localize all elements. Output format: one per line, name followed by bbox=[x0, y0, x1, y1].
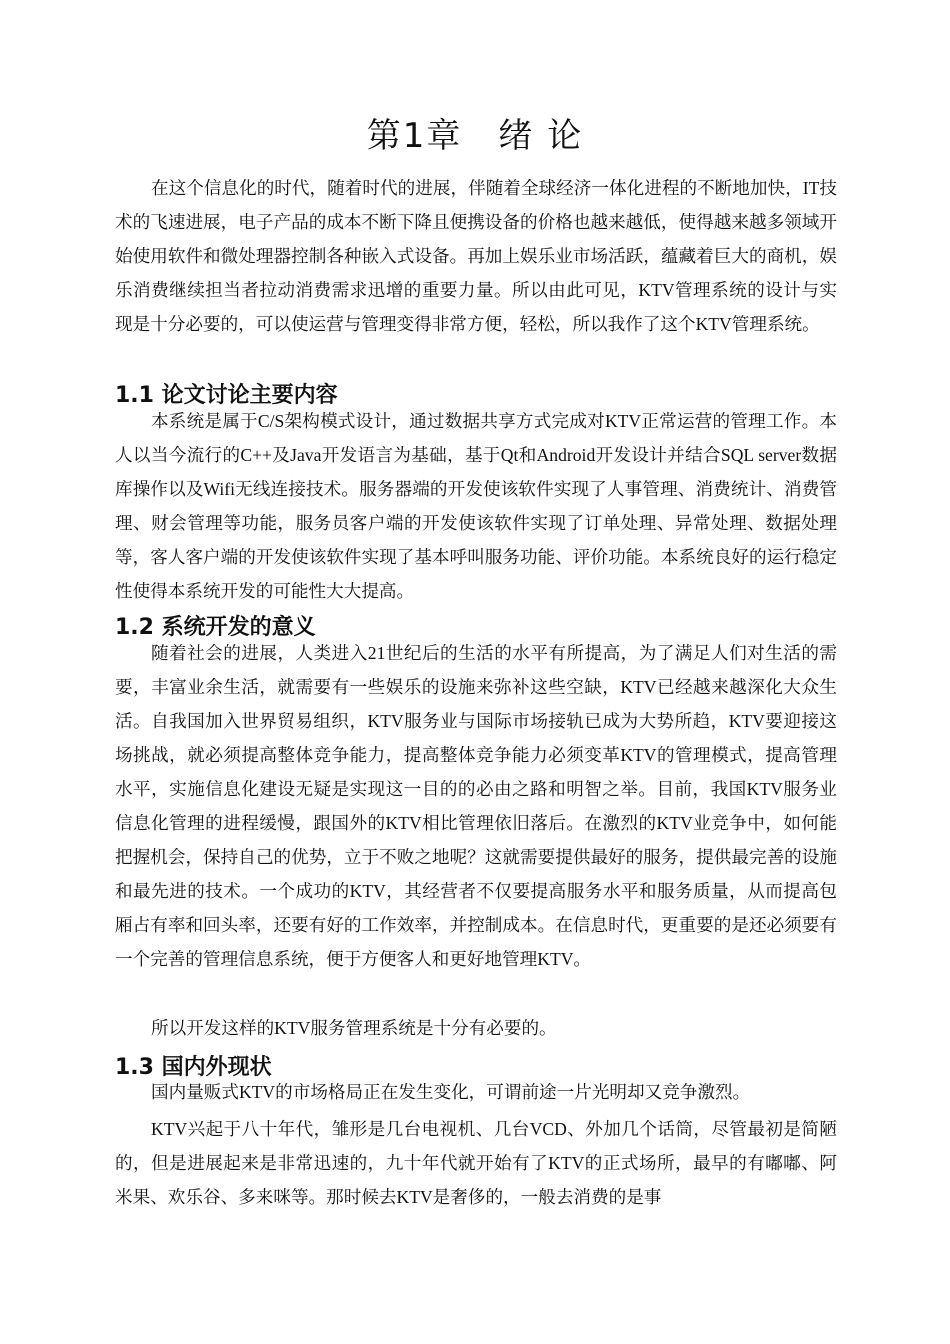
section-heading-1-3: 1.3 国内外现状 bbox=[115, 1055, 272, 1080]
section-1-1-paragraph: 本系统是属于C/S架构模式设计，通过数据共享方式完成对KTV正常运营的管理工作。本人以当今流行的C++及Java开发语言为基础，基于Qt和Android开发设计并结合SQL server数据库操作以及Wifi无线连接技术。服务器端的开发使该软件实现了人事管理、消费统计、消费管理、财会管理等功能，服务员客户端的开发使该软件实现了订单处理、异常处理、数据处理等，客人客户端的开发使该软件实现了基本呼叫服务功能、评价功能。本系统良好的运行稳定性使得本系统开发的可能性大大提高。 bbox=[115, 411, 837, 601]
section-1-3-paragraph: 国内量贩式KTV的市场格局正在发生变化，可谓前途一片光明却又竞争激烈。 bbox=[151, 1082, 751, 1102]
section-1-2-paragraph: 随着社会的进展，人类进入21世纪后的生活的水平有所提高，为了满足人们对生活的需要，丰富业余生活，就需要有一些娱乐的设施来弥补这些空缺，KTV已经越来越深化大众生活。自我国加入世界贸易组织，KTV服务业与国际市场接轨已成为大势所趋，KTV要迎接这场挑战，就必须提高整体竞争能力，提高整体竞争能力必须变革KTV的管理模式，提高管理水平，实施信息化建设无疑是实现这一目的的必由之路和明智之举。目前，我国KTV服务业信息化管理的进程缓慢，跟国外的KTV相比管理依旧落后。在激烈的KTV业竞争中，如何能把握机会，保持自己的优势，立于不败之地呢？这就需要提供最好的服务，提供最完善的设施和最先进的技术。一个成功的KTV，其经营者不仅要提高服务水平和服务质量，从而提高包厢占有率和回头率，还要有好的工作效率，并控制成本。在信息时代，更重要的是还必须要有一个完善的管理信息系统，便于方便客人和更好地管理KTV。 bbox=[115, 643, 837, 969]
chapter-title: 第1章 绪 论 bbox=[366, 116, 584, 156]
section-1-2-paragraph-2: 所以开发这样的KTV服务管理系统是十分有必要的。 bbox=[151, 1018, 557, 1038]
intro-paragraph: 在这个信息化的时代，随着时代的进展，伴随着全球经济一体化进程的不断地加快，IT技术的飞速进展，电子产品的成本不断下降且便携设备的价格也越来越低，使得越来越多领域开始使用软件和微处理器控制各种嵌入式设备。再加上娱乐业市场活跃，蕴藏着巨大的商机，娱乐消费继续担当者拉动消费需求迅增的重要力量。所以由此可见，KTV管理系统的设计与实现是十分必要的，可以使运营与管理变得非常方便，轻松，所以我作了这个KTV管理系统。 bbox=[115, 178, 837, 334]
section-heading-1-2: 1.2 系统开发的意义 bbox=[115, 615, 316, 640]
section-heading-1-1: 1.1 论文讨论主要内容 bbox=[115, 383, 338, 408]
section-1-3-paragraph-2: KTV兴起于八十年代，雏形是几台电视机、几台VCD、外加几个话筒，尽管最初是简陋的，但是进展起来是非常迅速的，九十年代就开始有了KTV的正式场所，最早的有嘟嘟、阿米果、欢乐谷、多来咪等。那时候去KTV是奢侈的，一般去消费的是事 bbox=[115, 1119, 837, 1207]
